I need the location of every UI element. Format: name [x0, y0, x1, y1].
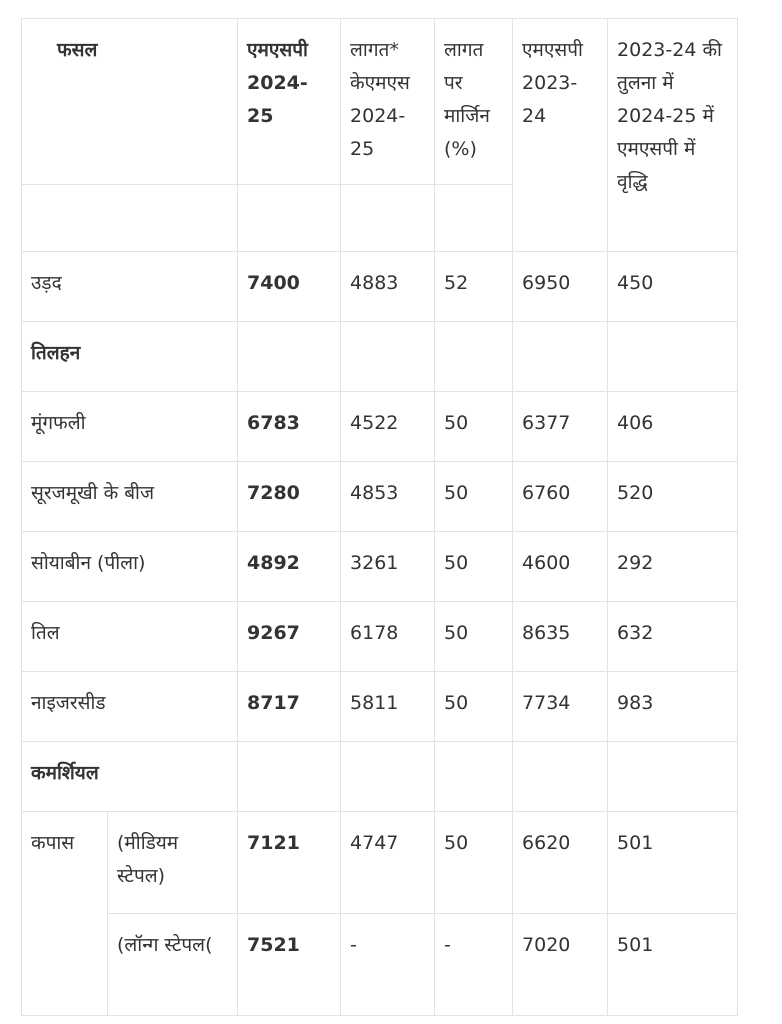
- cost-value: 4853: [341, 462, 435, 532]
- table-row: [22, 914, 738, 1016]
- variety-name: (मीडियम स्टेपल): [108, 812, 238, 914]
- cost-value: -: [341, 914, 435, 1016]
- msp-value: 7521: [238, 914, 341, 1016]
- msp-value: 7280: [238, 462, 341, 532]
- margin-value: 50: [435, 672, 513, 742]
- empty-cell: [341, 185, 435, 252]
- header-crop: फसल: [22, 19, 238, 185]
- table-row: [22, 532, 738, 602]
- prev-msp-value: 8635: [513, 602, 608, 672]
- msp-value: 7400: [238, 252, 341, 322]
- crop-name: सोयाबीन (पीला): [22, 532, 238, 602]
- prev-msp-value: 6620: [513, 812, 608, 914]
- table-row: [22, 462, 738, 532]
- msp-value: 7121: [238, 812, 341, 914]
- table-row: [22, 602, 738, 672]
- empty-cell: [513, 742, 608, 812]
- section-row: [22, 742, 738, 812]
- prev-msp-value: 7734: [513, 672, 608, 742]
- margin-value: 50: [435, 392, 513, 462]
- margin-value: 50: [435, 812, 513, 914]
- section-row: [22, 322, 738, 392]
- crop-name: सूरजमूखी के बीज: [22, 462, 238, 532]
- empty-cell: [238, 742, 341, 812]
- empty-cell: [435, 322, 513, 392]
- increase-value: 406: [608, 392, 738, 462]
- margin-value: 50: [435, 602, 513, 672]
- cost-value: 3261: [341, 532, 435, 602]
- empty-cell: [238, 322, 341, 392]
- empty-cell: [608, 742, 738, 812]
- cost-value: 6178: [341, 602, 435, 672]
- section-heading-commercial: कमर्शियल: [22, 742, 238, 812]
- msp-table: [21, 18, 738, 1016]
- header-increase: 2023-24 की तुलना में 2024-25 में एमएसपी में वृद्धि: [608, 19, 738, 252]
- margin-value: 50: [435, 462, 513, 532]
- margin-value: -: [435, 914, 513, 1016]
- crop-name: नाइजरसीड: [22, 672, 238, 742]
- msp-value: 4892: [238, 532, 341, 602]
- empty-cell: [513, 322, 608, 392]
- margin-value: 50: [435, 532, 513, 602]
- cost-value: 4883: [341, 252, 435, 322]
- header-msp-2024-25: एमएसपी 2024-25: [238, 19, 341, 185]
- prev-msp-value: 6950: [513, 252, 608, 322]
- crop-name: उड़द: [22, 252, 238, 322]
- header-msp-2023-24: एमएसपी 2023-24: [513, 19, 608, 252]
- cost-value: 5811: [341, 672, 435, 742]
- increase-value: 983: [608, 672, 738, 742]
- empty-cell: [341, 742, 435, 812]
- table-row: [22, 812, 738, 914]
- prev-msp-value: 6760: [513, 462, 608, 532]
- crop-name-cotton: कपास: [22, 812, 108, 1016]
- empty-cell: [341, 322, 435, 392]
- empty-cell: [238, 185, 341, 252]
- crop-name: तिल: [22, 602, 238, 672]
- margin-value: 52: [435, 252, 513, 322]
- section-heading-oilseeds: तिलहन: [22, 322, 238, 392]
- msp-value: 8717: [238, 672, 341, 742]
- empty-cell: [435, 742, 513, 812]
- msp-value: 6783: [238, 392, 341, 462]
- empty-cell: [22, 185, 238, 252]
- increase-value: 520: [608, 462, 738, 532]
- cost-value: 4747: [341, 812, 435, 914]
- increase-value: 501: [608, 914, 738, 1016]
- cost-value: 4522: [341, 392, 435, 462]
- increase-value: 292: [608, 532, 738, 602]
- header-cost-kms: लागत* केएमएस 2024-25: [341, 19, 435, 185]
- empty-cell: [608, 322, 738, 392]
- increase-value: 501: [608, 812, 738, 914]
- header-margin: लागत पर मार्जिन (%): [435, 19, 513, 185]
- table-row: [22, 252, 738, 322]
- crop-name: मूंगफली: [22, 392, 238, 462]
- prev-msp-value: 7020: [513, 914, 608, 1016]
- msp-value: 9267: [238, 602, 341, 672]
- table-row: [22, 392, 738, 462]
- prev-msp-value: 4600: [513, 532, 608, 602]
- variety-name: (लॉन्ग स्टेपल(: [108, 914, 238, 1016]
- empty-cell: [435, 185, 513, 252]
- header-row: [22, 19, 738, 185]
- table-row: [22, 672, 738, 742]
- prev-msp-value: 6377: [513, 392, 608, 462]
- increase-value: 450: [608, 252, 738, 322]
- increase-value: 632: [608, 602, 738, 672]
